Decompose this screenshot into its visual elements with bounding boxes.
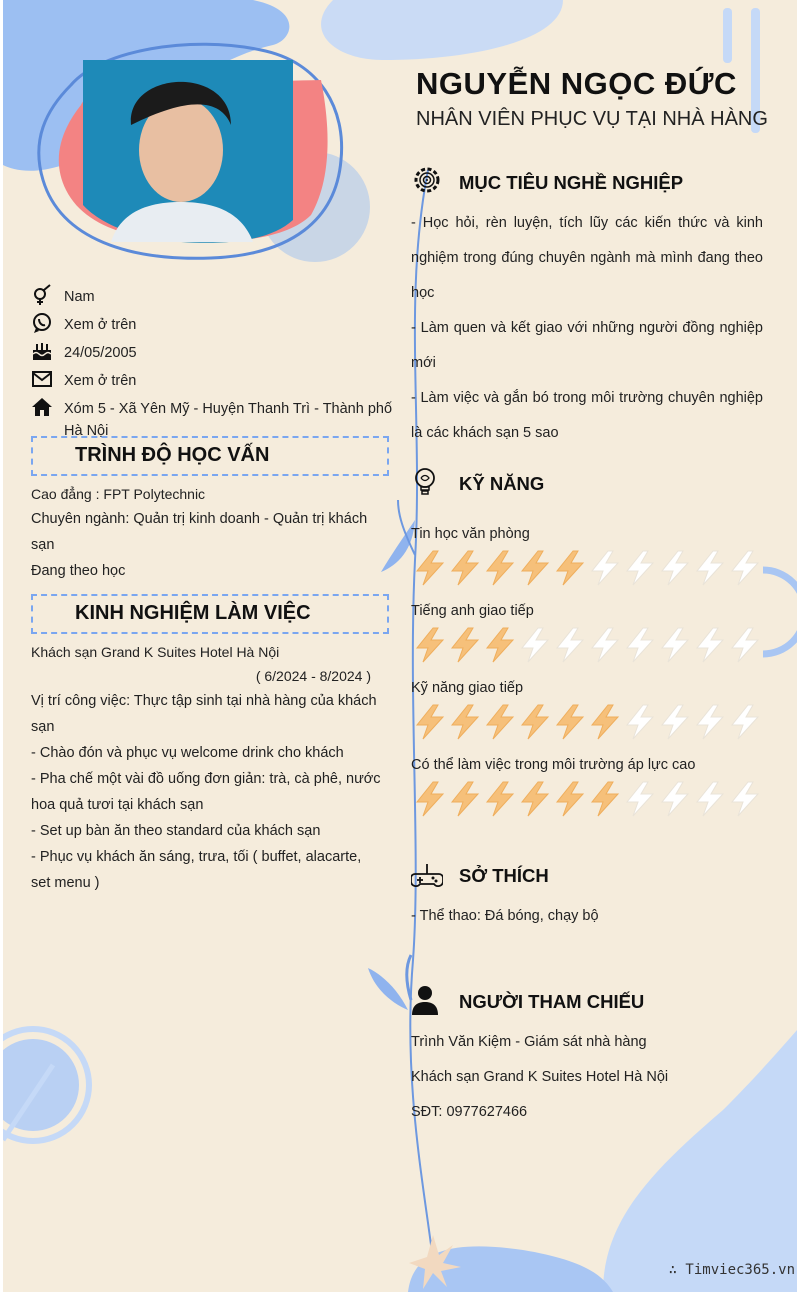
bolt-filled-icon	[481, 625, 519, 665]
skill-rating	[411, 702, 771, 742]
bolt-filled-icon	[551, 779, 589, 819]
bolt-empty-icon	[621, 548, 659, 588]
bolt-empty-icon	[621, 625, 659, 665]
bolt-filled-icon	[551, 702, 589, 742]
bolt-filled-icon	[586, 702, 624, 742]
bolt-filled-icon	[586, 779, 624, 819]
bolt-filled-icon	[516, 779, 554, 819]
objective-heading: MỤC TIÊU NGHỀ NGHIỆP	[459, 172, 684, 193]
profile-photo	[31, 30, 351, 265]
bolt-filled-icon	[411, 702, 449, 742]
bolt-filled-icon	[481, 779, 519, 819]
skill-label: Tiếng anh giao tiếp	[411, 603, 534, 619]
bolt-empty-icon	[586, 548, 624, 588]
bolt-filled-icon	[481, 702, 519, 742]
bolt-empty-icon	[726, 625, 764, 665]
skill-label: Tin học văn phòng	[411, 526, 530, 542]
bolt-filled-icon	[551, 548, 589, 588]
envelope-icon	[31, 368, 53, 390]
bolt-empty-icon	[586, 625, 624, 665]
experience-duty: - Chào đón và phục vụ welcome drink cho khách	[31, 745, 344, 761]
education-heading: TRÌNH ĐỘ HỌC VẤN	[75, 444, 270, 466]
bolt-filled-icon	[446, 625, 484, 665]
experience-company: Khách sạn Grand K Suites Hotel Hà Nội	[31, 644, 280, 660]
bolt-filled-icon	[411, 625, 449, 665]
whatsapp-icon	[31, 312, 53, 334]
skill-label: Có thể làm việc trong môi trường áp lực cao	[411, 757, 696, 773]
job-title: NHÂN VIÊN PHỤC VỤ TẠI NHÀ HÀNG	[416, 108, 768, 130]
person-icon	[411, 984, 443, 1016]
objective-item: - Làm quen và kết giao với những người đồng nghiệp mới	[411, 320, 763, 371]
reference-line: SĐT: 0977627466	[411, 1104, 528, 1120]
education-status: Đang theo học	[31, 563, 126, 579]
bolt-empty-icon	[656, 625, 694, 665]
bolt-empty-icon	[726, 702, 764, 742]
education-major: Chuyên ngành: Quản trị kinh doanh - Quản trị khách sạn	[31, 511, 368, 553]
bolt-empty-icon	[691, 548, 729, 588]
birthday-text: 24/05/2005	[64, 345, 137, 361]
skill-rating	[411, 779, 771, 819]
bolt-empty-icon	[656, 548, 694, 588]
bolt-filled-icon	[446, 779, 484, 819]
timviec365-watermark: ∴ Timviec365.vn	[668, 1262, 795, 1278]
experience-duty: - Phục vụ khách ăn sáng, trưa, tối ( buffet, alacarte, set menu )	[31, 849, 362, 891]
bolt-filled-icon	[481, 548, 519, 588]
gender-icon	[31, 284, 53, 306]
bolt-filled-icon	[446, 548, 484, 588]
experience-duty: - Set up bàn ăn theo standard của khách sạn	[31, 823, 321, 839]
bolt-filled-icon	[516, 702, 554, 742]
experience-heading: KINH NGHIỆM LÀM VIỆC	[75, 602, 311, 624]
bolt-empty-icon	[691, 702, 729, 742]
phone-text: Xem ở trên	[64, 317, 137, 333]
education-school: Cao đẳng : FPT Polytechnic	[31, 486, 206, 502]
education-heading-box	[31, 436, 389, 476]
email-text: Xem ở trên	[64, 373, 137, 389]
bolt-filled-icon	[516, 548, 554, 588]
reference-line: Trình Văn Kiệm - Giám sát nhà hàng	[411, 1034, 647, 1050]
lightbulb-brain-icon	[411, 466, 443, 498]
cv-page	[3, 0, 797, 1292]
bolt-filled-icon	[446, 702, 484, 742]
experience-period: ( 6/2024 - 8/2024 )	[255, 668, 371, 684]
bolt-empty-icon	[726, 548, 764, 588]
birthday-cake-icon	[31, 340, 53, 362]
bolt-empty-icon	[551, 625, 589, 665]
objective-item: - Học hỏi, rèn luyện, tích lũy các kiến thức và kinh nghiệm trong đúng chuyên ngành mà mình đang theo học	[411, 215, 763, 301]
hobbies-text: - Thể thao: Đá bóng, chạy bộ	[411, 908, 599, 924]
gender-text: Nam	[64, 289, 95, 305]
experience-duty: - Pha chế một vài đồ uống đơn giản: trà, cà phê, nước hoa quả tươi tại khách sạn	[31, 771, 381, 813]
bolt-empty-icon	[621, 702, 659, 742]
bolt-empty-icon	[656, 702, 694, 742]
skills-heading: KỸ NĂNG	[459, 473, 545, 494]
skill-label: Kỹ năng giao tiếp	[411, 680, 524, 696]
bolt-filled-icon	[411, 779, 449, 819]
bolt-empty-icon	[691, 625, 729, 665]
gear-target-icon	[411, 164, 443, 196]
bolt-empty-icon	[726, 779, 764, 819]
full-name: NGUYỄN NGỌC ĐỨC	[416, 66, 737, 101]
skill-rating	[411, 548, 771, 588]
bolt-empty-icon	[516, 625, 554, 665]
skill-rating	[411, 625, 771, 665]
bolt-empty-icon	[691, 779, 729, 819]
home-icon	[31, 396, 53, 418]
experience-heading-box	[31, 594, 389, 634]
experience-position: Vị trí công việc: Thực tập sinh tại nhà hàng của khách sạn	[31, 693, 377, 735]
reference-heading: NGƯỜI THAM CHIẾU	[459, 991, 645, 1012]
objective-item: - Làm việc và gắn bó trong môi trường chuyên nghiệp là các khách sạn 5 sao	[411, 390, 763, 441]
bolt-empty-icon	[621, 779, 659, 819]
gamepad-icon	[411, 860, 443, 892]
hobbies-heading: SỞ THÍCH	[459, 865, 549, 886]
bolt-filled-icon	[411, 548, 449, 588]
bolt-empty-icon	[656, 779, 694, 819]
address-text: Xóm 5 - Xã Yên Mỹ - Huyện Thanh Trì - Thành phố Hà Nội	[64, 401, 393, 439]
reference-line: Khách sạn Grand K Suites Hotel Hà Nội	[411, 1069, 669, 1085]
